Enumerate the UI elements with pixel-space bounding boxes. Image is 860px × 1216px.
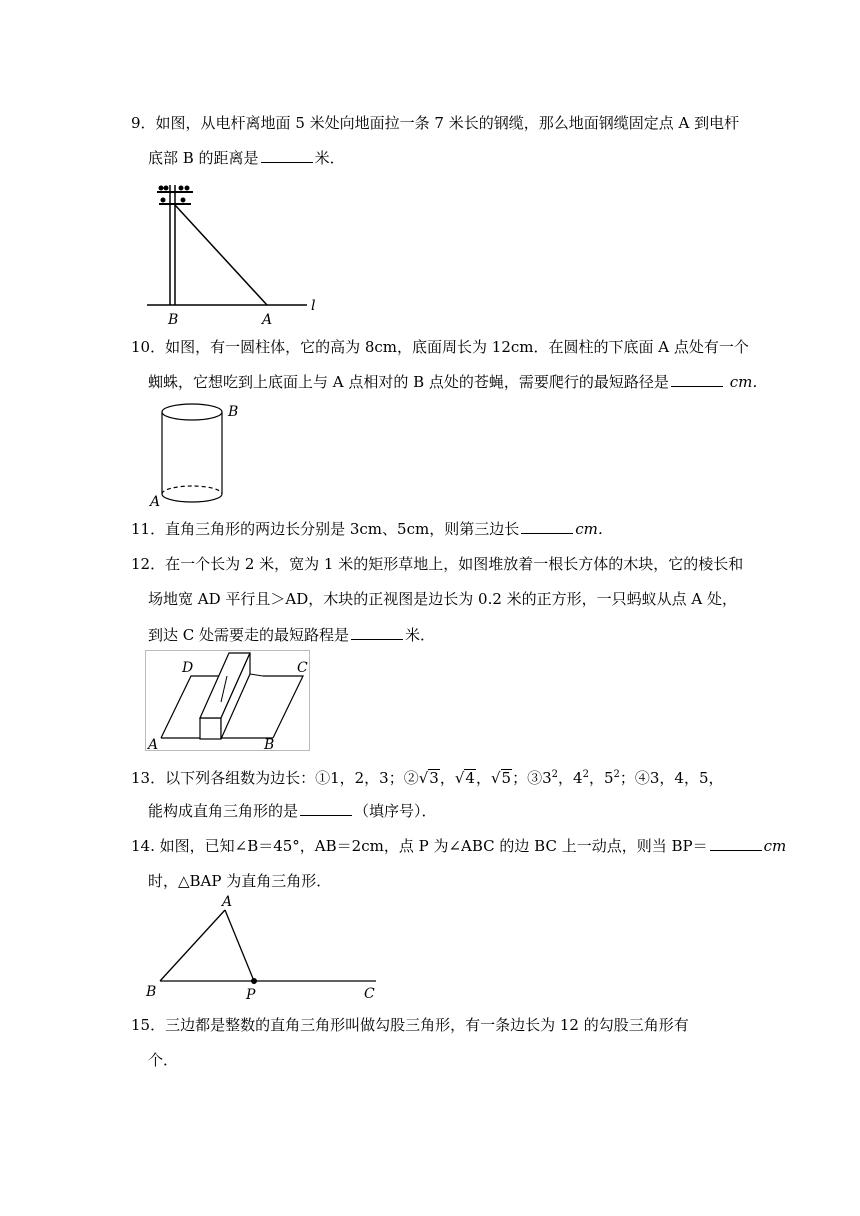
q10-label-a: A — [150, 494, 161, 510]
q10-line2-unit: cm． — [729, 373, 768, 391]
q12-figure-field — [145, 650, 315, 756]
q13-prefix: 13．以下列各组数为边长：①1，2，3；② — [131, 769, 419, 787]
q14-line1-text: 14. 如图，已知∠B＝45°，AB＝2cm，点 P 为∠ABC 的边 BC 上一动点，则当 BP＝ — [131, 837, 708, 855]
q12-label-d: D — [182, 660, 194, 676]
q13-c1: ，4 — [558, 769, 583, 787]
q13-c2: ，5 — [588, 769, 614, 787]
q13-line1: 13．以下列各组数为边长：①1，2，3；②√3，√4，√5；$③3^2$，$4^2$，$5^2$；④3，4，5， — [131, 769, 724, 787]
q9-label-l: l — [311, 298, 316, 314]
q11-text: 11．直角三角形的两边长分别是 3cm、5cm，则第三边长 — [131, 520, 520, 538]
q9-line2 — [148, 148, 345, 168]
q13-mid: ；③3 — [512, 769, 552, 787]
q12-line2: 场地宽 AD 平行且＞AD，木块的正视图是边长为 0.2 米的正方形，一只蚂蚁从点 A 处， — [148, 590, 738, 608]
q14-line1-unit: cm — [763, 837, 787, 855]
q10-answer-blank[interactable] — [671, 372, 723, 387]
q9-figure-pole — [145, 180, 325, 334]
q11-answer-blank[interactable] — [521, 519, 573, 534]
q10-label-b: B — [228, 404, 239, 420]
q9-line2-unit: 米． — [314, 149, 345, 167]
q14-line1 — [131, 836, 786, 856]
q13-line2-text: 能构成直角三角形的是 — [148, 802, 299, 820]
q10-line2-text: 蜘蛛，它想吃到上底面上与 A 点相对的 B 点处的苍蝇，需要爬行的最短路径是 — [148, 373, 669, 391]
q10-line1: 10．如图，有一圆柱体，它的高为 8cm，底面周长为 12cm．在圆柱的下底面 A 点处有一个 — [131, 338, 749, 356]
q12-line3-unit: 米． — [405, 626, 436, 644]
q14-answer-blank[interactable] — [710, 836, 762, 851]
q9-answer-blank[interactable] — [261, 148, 313, 163]
q14-figure-angle — [140, 892, 390, 1006]
q12-line3-text: 到达 C 处需要走的最短路程是 — [148, 626, 350, 644]
q9-label-b: B — [168, 312, 179, 328]
q9-label-a: A — [262, 312, 273, 328]
q13-sep2: ， — [475, 769, 491, 787]
q9-line2-text: 底部 B 的距离是 — [148, 149, 259, 167]
q14-label-a: A — [222, 894, 233, 910]
q11-unit: cm． — [575, 520, 613, 538]
q13-line2 — [148, 801, 437, 821]
q11-line — [131, 519, 613, 539]
q14-label-p: P — [246, 987, 256, 1002]
q12-label-b: B — [264, 737, 275, 752]
q10-figure-cylinder — [148, 398, 248, 514]
q14-label-c: C — [364, 986, 375, 1002]
q10-line2 — [148, 372, 767, 392]
q13-end: ；④3，4，5， — [619, 769, 724, 787]
q13-line2-suffix: （填序号）． — [354, 802, 437, 820]
q12-answer-blank[interactable] — [351, 625, 403, 640]
q12-line1: 12．在一个长为 2 米，宽为 1 米的矩形草地上，如图堆放着一根长方体的木块，它的棱长和 — [131, 555, 744, 573]
q15-line2: 个． — [148, 1051, 179, 1069]
q13-exp2: 2 — [582, 769, 589, 780]
q13-exp3: 2 — [613, 769, 620, 780]
q13-answer-blank[interactable] — [300, 801, 352, 816]
q13-sqrt-4: 4 — [465, 769, 475, 787]
q13-sqrt-3: 3 — [429, 769, 439, 787]
q12-line3 — [148, 625, 435, 645]
q13-exp1: 2 — [551, 769, 559, 780]
q14-label-b: B — [146, 984, 157, 1000]
q9-line1: 9．如图，从电杆离地面 5 米处向地面拉一条 7 米长的钢缆，那么地面钢缆固定点 A 到电杆 — [131, 114, 740, 132]
q14-line2: 时，△BAP 为直角三角形． — [148, 872, 332, 890]
q12-label-c: C — [297, 660, 308, 676]
q13-sep1: ， — [439, 769, 455, 787]
q13-sqrt-5: 5 — [501, 769, 512, 787]
q12-label-a: A — [148, 737, 159, 752]
q15-line1: 15．三边都是整数的直角三角形叫做勾股三角形，有一条边长为 12 的勾股三角形有 — [131, 1016, 689, 1034]
